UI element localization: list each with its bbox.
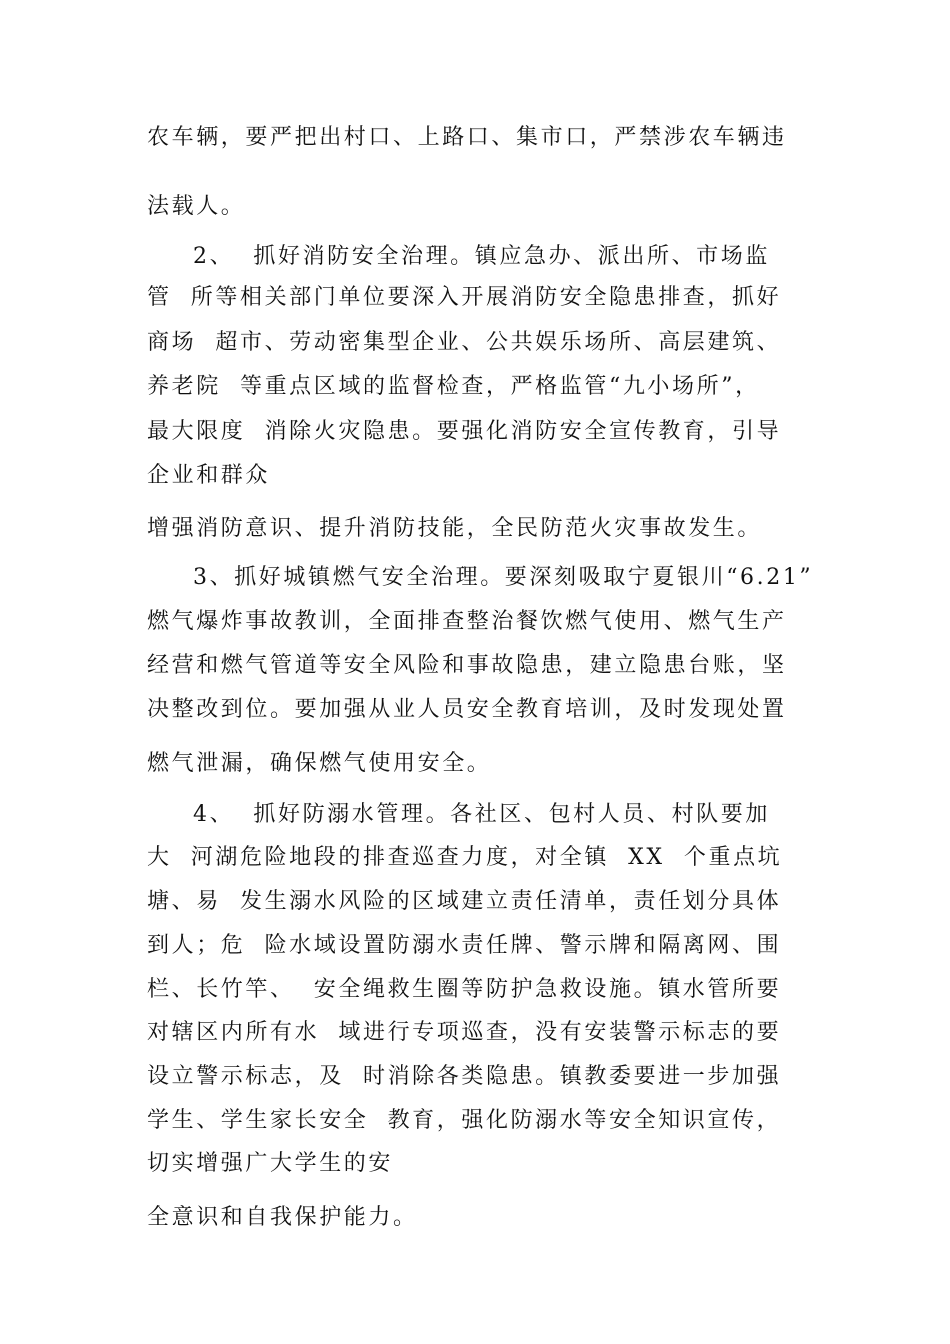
text-line: 最大限度 消除火灾隐患。要强化消防安全宣传教育，引导 <box>147 419 782 444</box>
text-line: 法载人。 <box>147 194 246 219</box>
text-line: 全意识和自我保护能力。 <box>147 1205 418 1230</box>
text-line: 到人；危 险水域设置防溺水责任牌、警示牌和隔离网、围 <box>147 933 782 958</box>
text-line: 企业和群众 <box>147 463 271 488</box>
text-line: 决整改到位。要加强从业人员安全教育培训，及时发现处置 <box>147 697 787 722</box>
text-line: 大 河湖危险地段的排查巡查力度，对全镇 XX 个重点坑 <box>147 845 783 870</box>
text-line: 对辖区内所有水 域进行专项巡查，没有安装警示标志的要 <box>147 1020 782 1045</box>
text-line: 商场 超市、劳动密集型企业、公共娱乐场所、高层建筑、 <box>147 330 782 355</box>
text-line: 燃气泄漏，确保燃气使用安全。 <box>147 751 492 776</box>
text-line: 设立警示标志，及 时消除各类隐患。镇教委要进一步加强 <box>147 1064 782 1089</box>
text-line: 塘、易 发生溺水风险的区域建立责任清单，责任划分具体 <box>147 889 782 914</box>
text-line: 管 所等相关部门单位要深入开展消防安全隐患排查，抓好 <box>147 285 782 310</box>
text-line: 增强消防意识、提升消防技能，全民防范火灾事故发生。 <box>147 516 763 541</box>
text-line: 养老院 等重点区域的监督检查，严格监管“九小场所”， <box>147 374 760 399</box>
text-line: 学生、学生家长安全 教育，强化防溺水等安全知识宣传， <box>147 1108 782 1133</box>
text-line: 燃气爆炸事故教训，全面排查整治餐饮燃气使用、燃气生产 <box>147 609 787 634</box>
text-line: 栏、长竹竿、 安全绳救生圈等防护急救设施。镇水管所要 <box>147 977 782 1002</box>
paragraph-start-line: 3、抓好城镇燃气安全治理。要深刻吸取宁夏银川“6.21” <box>193 565 814 590</box>
text-line: 农车辆，要严把出村口、上路口、集市口，严禁涉农车辆违 <box>147 125 787 150</box>
text-line: 切实增强广大学生的安 <box>147 1151 394 1176</box>
paragraph-start-line: 2、 抓好消防安全治理。镇应急办、派出所、市场监 <box>193 244 770 269</box>
text-line: 经营和燃气管道等安全风险和事故隐患，建立隐患台账，坚 <box>147 653 787 678</box>
paragraph-start-line: 4、 抓好防溺水管理。各社区、包村人员、村队要加 <box>193 802 770 827</box>
